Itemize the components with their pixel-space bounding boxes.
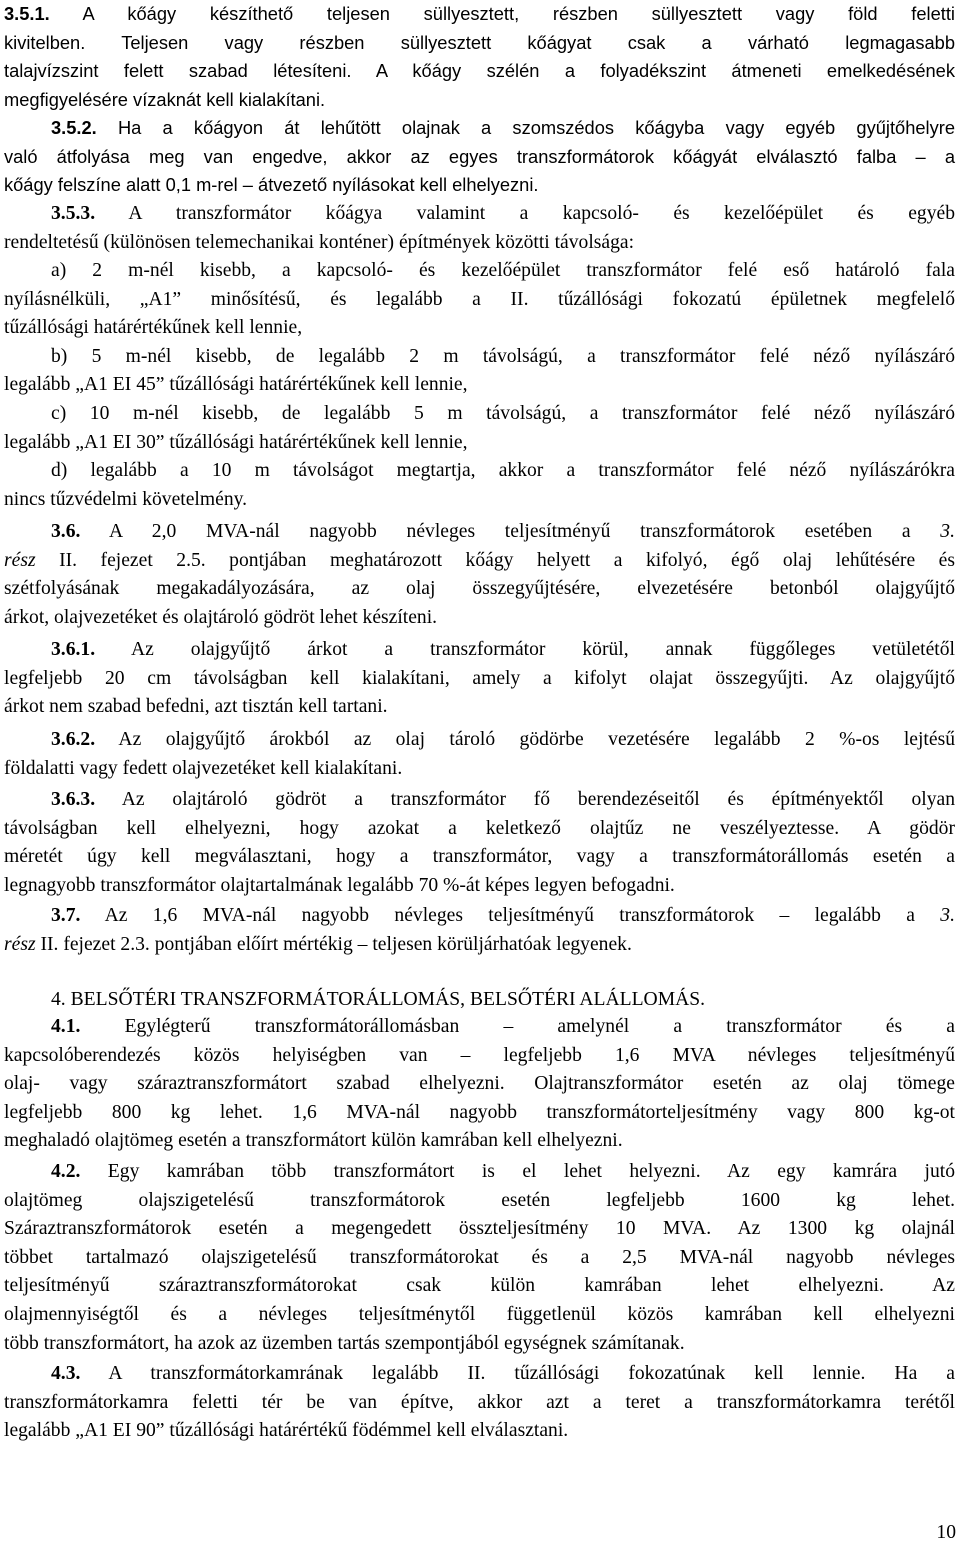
text-line: Az olajgyűjtő árkot a transzformátor körül, annak függőleges vetületétől: [95, 639, 955, 660]
text-line: talajvízszint felett szabad létesíteni. A kőágy szélén a folyadékszint átmeneti emelkedésének: [4, 60, 955, 82]
text-line: árkot nem szabad befedni, azt tisztán kell tartani.: [4, 696, 388, 718]
text-line: legnagyobb transzformátor olajtartalmának legalább 70 %-át képes legyen befogadni.: [4, 874, 675, 896]
text-line: olaj- vagy száraztranszformátort szabad elhelyezni. Olajtranszformátor esetén az olaj tömege: [4, 1073, 955, 1095]
paragraph-3-6-1: [4, 636, 955, 722]
text-line: Az olajtároló gödröt a transzformátor fő berendezéseitől és építményektől olyan: [95, 789, 955, 810]
text-italic: 3.: [940, 521, 955, 542]
section-number: 4.3.: [51, 1363, 81, 1384]
text-line: Az olajgyűjtő árokból az olaj tároló gödörbe vezetésére legalább 2 %-os lejtésű: [95, 729, 955, 750]
text-line: nyílásnélküli, „A1” minősítésű, és legalább a II. tűzállósági fokozatú épületnek megfelelő: [4, 288, 955, 310]
text-line: A transzformátor kőágya valamint a kapcsoló- és kezelőépület és egyéb: [95, 203, 955, 224]
text-line: Egy kamrában több transzformátort is el lehet helyezni. Az egy kamrára jutó: [80, 1161, 955, 1182]
text-line: földalatti vagy fedett olajvezetéket kell kialakítani.: [4, 757, 403, 779]
text-line: II. fejezet 2.5. pontjában meghatározott kőágy helyett a kifolyó, égő olaj lehűtésére és: [35, 549, 955, 571]
text-line: kőágy felszíne alatt 0,1 m-rel – átvezető nyílásokat kell elhelyezni.: [4, 174, 539, 196]
text-line: többet tartalmazó olajszigetelésű transzformátorokat és a 2,5 MVA-nál nagyobb névleges: [4, 1246, 955, 1268]
text-line: transzformátorkamra feletti tér be van építve, akkor azt a teret a transzformátorkamra terétől: [4, 1391, 955, 1413]
section-heading-4: [4, 986, 955, 1015]
text-line: A kőágy készíthető teljesen süllyesztett, részben süllyesztett vagy föld feletti: [49, 3, 955, 24]
paragraph-3-5-3: [4, 200, 955, 257]
paragraph-4-2: [4, 1158, 955, 1358]
list-item-d: d) legalább a 10 m távolságot megtartja, akkor a transzformátor felé néző nyílászárókra: [51, 460, 955, 482]
section-number: 3.6.: [51, 521, 81, 542]
section-number: 4.1.: [51, 1016, 81, 1037]
text-line: szétfolyásának megakadályozására, az olaj összegyűjtésére, elvezetésére betonból olajgyűjtő: [4, 578, 955, 600]
text-italic: rész: [4, 933, 36, 955]
section-number: 3.5.3.: [51, 203, 96, 224]
text-line: II. fejezet 2.3. pontjában előírt mértékig – teljesen körüljárhatóak legyenek.: [35, 933, 632, 955]
text-line: meghaladó olajtömeg esetén a transzformátort külön kamrában kell elhelyezni.: [4, 1130, 623, 1152]
section-number: 3.5.1.: [4, 3, 50, 24]
page-number: 10: [936, 1522, 956, 1543]
section-number: 3.6.2.: [51, 729, 96, 750]
text-line: nincs tűzvédelmi követelmény.: [4, 488, 248, 510]
text-line: teljesítményű száraztranszformátorokat csak külön kamrában lehet elhelyezni. Az: [4, 1275, 955, 1297]
text-line: Száraztranszformátorok esetén a megengedett összteljesítmény 10 MVA. Az 1300 kg olajnál: [4, 1218, 955, 1240]
paragraph-4-3: [4, 1360, 955, 1446]
text-italic: 3.: [940, 905, 955, 926]
text-line: árkot, olajvezetéket és olajtároló gödröt lehet készíteni.: [4, 606, 438, 628]
text-line: olajtömeg olajszigetelésű transzformátorok esetén legfeljebb 1600 kg lehet.: [4, 1189, 955, 1211]
section-number: 3.5.2.: [51, 117, 97, 138]
section-number: 3.6.1.: [51, 639, 96, 660]
text-line: legfeljebb 800 kg lehet. 1,6 MVA-nál nagyobb transzformátorteljesítmény vagy 800 kg-ot: [4, 1101, 955, 1123]
text-line: több transzformátort, ha azok az üzemben tartás szempontjából egységnek számítanak.: [4, 1332, 685, 1354]
text-line: legfeljebb 20 cm távolságban kell kialakítani, amely a kifolyt olajat összegyűjti. Az olajgyűjtő: [4, 667, 955, 689]
text-line: A 2,0 MVA-nál nagyobb névleges teljesítményű transzformátorok esetében a: [80, 521, 941, 542]
section-title: 4. BELSŐTÉRI TRANSZFORMÁTORÁLLOMÁS, BELSŐTÉRI ALÁLLOMÁS.: [51, 989, 706, 1010]
text-line: való átfolyása meg van engedve, akkor az egyes transzformátorok kőágyát elválasztó falba – a: [4, 145, 955, 167]
text-line: legalább „A1 EI 30” tűzállósági határértékűnek kell lennie,: [4, 431, 468, 453]
text-line: tűzállósági határértékűnek kell lennie,: [4, 317, 303, 339]
list-distances: [4, 257, 955, 514]
list-item-c: c) 10 m-nél kisebb, de legalább 5 m távolságú, a transzformátor felé néző nyílászáró: [51, 402, 955, 424]
text-line: kapcsolóberendezés közös helyiségben van – legfeljebb 1,6 MVA névleges teljesítményű: [4, 1044, 955, 1066]
paragraph-3-6: [4, 518, 955, 632]
text-line: Egylégterű transzformátorállomásban – amelynél a transzformátor és a: [80, 1016, 955, 1037]
text-line: A transzformátorkamrának legalább II. tűzállósági fokozatúnak kell lennie. Ha a: [80, 1363, 955, 1384]
text-line: megfigyelésére vízaknát kell kialakítani.: [4, 88, 326, 110]
text-line: rendeltetésű (különösen telemechanikai konténer) építmények közötti távolsága:: [4, 231, 635, 253]
text-line: olajmennyiségtől és a névleges teljesítménytől függetlenül közös kamrában kell elhelyezni: [4, 1303, 955, 1325]
list-item-b: b) 5 m-nél kisebb, de legalább 2 m távolságú, a transzformátor felé néző nyílászáró: [51, 345, 955, 367]
list-item-a: a) 2 m-nél kisebb, a kapcsoló- és kezelőépület transzformátor felé eső határoló fala: [51, 260, 955, 281]
text-line: legalább „A1 EI 90” tűzállósági határértékű födémmel kell elválasztani.: [4, 1420, 569, 1442]
paragraph-3-7: [4, 902, 955, 959]
text-line: méretét úgy kell megválasztani, hogy a transzformátor, vagy a transzformátorállomás esetén a: [4, 846, 955, 868]
text-line: kivitelben. Teljesen vagy részben süllyesztett kőágyat csak a várható legmagasabb: [4, 31, 955, 53]
text-italic: rész: [4, 549, 36, 571]
paragraph-3-6-3: [4, 786, 955, 900]
paragraph-4-1: [4, 1013, 955, 1156]
text-line: legalább „A1 EI 45” tűzállósági határértékűnek kell lennie,: [4, 374, 468, 396]
section-number: 3.7.: [51, 905, 81, 926]
paragraph-3-5-2: [4, 114, 955, 200]
paragraph-3-6-2: [4, 726, 955, 783]
section-number: 3.6.3.: [51, 789, 96, 810]
text-line: távolságban kell elhelyezni, hogy azokat a keletkező olajtűz ne veszélyeztesse. A gödör: [4, 817, 955, 839]
text-line: Az 1,6 MVA-nál nagyobb névleges teljesítményű transzformátorok – legalább a: [80, 905, 941, 926]
text-line: Ha a kőágyon át lehűtött olajnak a szomszédos kőágyba vagy egyéb gyűjtőhelyre: [96, 117, 955, 138]
paragraph-3-5-1: [4, 0, 955, 114]
section-number: 4.2.: [51, 1161, 81, 1182]
